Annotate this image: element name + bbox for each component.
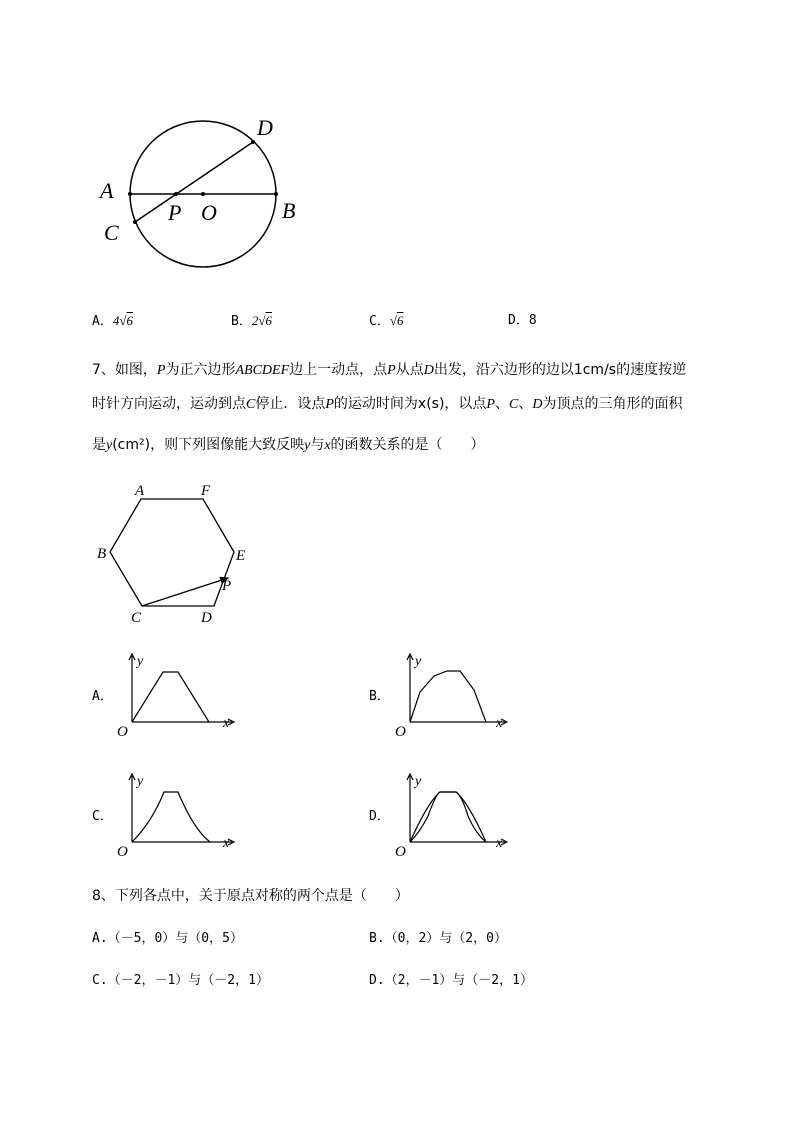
- graph-curve: [410, 671, 486, 722]
- text: (cm²)，则下列图像能大致反映: [112, 437, 305, 453]
- q7-option-b-letter: B．: [369, 689, 390, 704]
- label-c: C: [104, 220, 119, 245]
- var-hexagon: ABCDEF: [235, 363, 290, 378]
- label-b: B: [282, 198, 296, 223]
- hexagon-figure: [90, 480, 260, 630]
- y-label: y: [137, 774, 144, 789]
- x-label: x: [223, 716, 230, 731]
- var-x: x: [324, 438, 331, 453]
- q6-option-c: [369, 313, 403, 330]
- point-a: [128, 192, 132, 196]
- q8-stem: 8、下列各点中，关于原点对称的两个点是（ ）: [92, 888, 409, 904]
- var-y: y: [304, 438, 311, 453]
- option-letter: A．: [92, 314, 113, 329]
- var-p: P: [486, 397, 495, 412]
- x-label: x: [223, 836, 230, 851]
- var-d: D: [423, 363, 434, 378]
- sqrt-symbol: √: [258, 313, 266, 328]
- var-y: y: [106, 438, 113, 453]
- graph-curve-outer: [410, 792, 486, 842]
- x-label: x: [496, 836, 503, 851]
- q7-option-c-letter: C．: [92, 809, 113, 824]
- text: 的函数关系的是（ ）: [330, 437, 485, 453]
- graph-curve: [132, 672, 209, 722]
- var-p: P: [325, 397, 334, 412]
- q8-option-c: C.（－2，－1）与（－2，1）: [92, 973, 269, 988]
- label-o: O: [201, 200, 217, 225]
- point-c: [133, 220, 137, 224]
- q7-line-1: [92, 362, 686, 379]
- point-b: [274, 192, 278, 196]
- text: 时针方向运动，运动到点: [92, 396, 246, 412]
- var-p: P: [387, 363, 396, 378]
- point-d: [251, 140, 255, 144]
- hexagon: [110, 499, 234, 606]
- var-c: C: [508, 397, 519, 412]
- origin-label: O: [395, 844, 406, 860]
- var-p: P: [156, 363, 166, 378]
- y-label: y: [415, 654, 422, 669]
- point-p: [174, 192, 178, 196]
- option-radicand: 6: [396, 313, 404, 328]
- text: 的运动时间为x(s)，以点: [333, 396, 487, 412]
- graph-c: [112, 772, 242, 862]
- y-label: y: [137, 654, 144, 669]
- hex-label-a: A: [135, 483, 145, 499]
- q7-option-d-letter: D．: [369, 809, 390, 824]
- q6-option-b: [231, 313, 272, 330]
- sqrt-symbol: √: [119, 313, 127, 328]
- var-c: C: [246, 397, 256, 412]
- hex-label-e: E: [236, 548, 246, 564]
- y-label: y: [415, 774, 422, 789]
- point-o: [201, 192, 205, 196]
- text: 是: [92, 437, 106, 453]
- var-d: D: [532, 397, 543, 412]
- text: 从点: [395, 362, 424, 378]
- option-letter: C．: [369, 314, 390, 329]
- q7-option-a-letter: A．: [92, 689, 113, 704]
- label-d: D: [257, 115, 273, 140]
- option-radicand: 6: [265, 313, 272, 328]
- chord-cd: [135, 142, 253, 222]
- q8-option-d: D.（2，－1）与（－2，1）: [369, 973, 533, 988]
- q6-option-a: [92, 313, 133, 330]
- option-coef: 2: [251, 313, 259, 328]
- text: 停止．设点: [255, 396, 326, 412]
- hex-label-p: P: [222, 578, 232, 594]
- text: 、: [494, 396, 509, 412]
- option-coef: 4: [112, 313, 120, 328]
- origin-label: O: [395, 724, 406, 740]
- q6-option-d: [508, 313, 537, 329]
- graph-d: [390, 772, 520, 862]
- text: 、: [518, 396, 533, 412]
- hex-label-c: C: [131, 610, 142, 626]
- option-letter: D．: [508, 313, 529, 328]
- x-label: x: [496, 716, 503, 731]
- graph-b: [390, 652, 520, 742]
- text: 7、如图，: [92, 362, 157, 378]
- hex-label-d: D: [201, 610, 212, 626]
- text: 与: [310, 437, 325, 453]
- option-coef: 8: [528, 313, 537, 328]
- hex-label-f: F: [201, 483, 211, 499]
- text: 为顶点的三角形的面积: [542, 396, 683, 412]
- circle-figure: [90, 110, 320, 280]
- label-a: A: [100, 178, 114, 203]
- origin-label: O: [117, 724, 128, 740]
- option-radicand: 6: [126, 313, 133, 328]
- text: 边上一动点，点: [289, 362, 388, 378]
- q8-option-a: A.（－5，0）与（0，5）: [92, 931, 243, 946]
- hex-label-b: B: [97, 546, 107, 562]
- text: 为正六边形: [165, 362, 236, 378]
- graph-curve: [132, 792, 210, 842]
- q7-line-3: [92, 437, 485, 454]
- origin-label: O: [117, 844, 128, 860]
- q8-option-b: B.（0，2）与（2，0）: [369, 931, 507, 946]
- graph-a: [112, 652, 242, 742]
- option-letter: B．: [231, 314, 252, 329]
- sqrt-symbol: √: [389, 313, 397, 328]
- q7-line-2: [92, 396, 682, 413]
- graph-curve-inner: [410, 792, 486, 842]
- text: 出发，沿六边形的边以1cm/s的速度按逆: [433, 362, 687, 378]
- label-p: P: [168, 200, 182, 225]
